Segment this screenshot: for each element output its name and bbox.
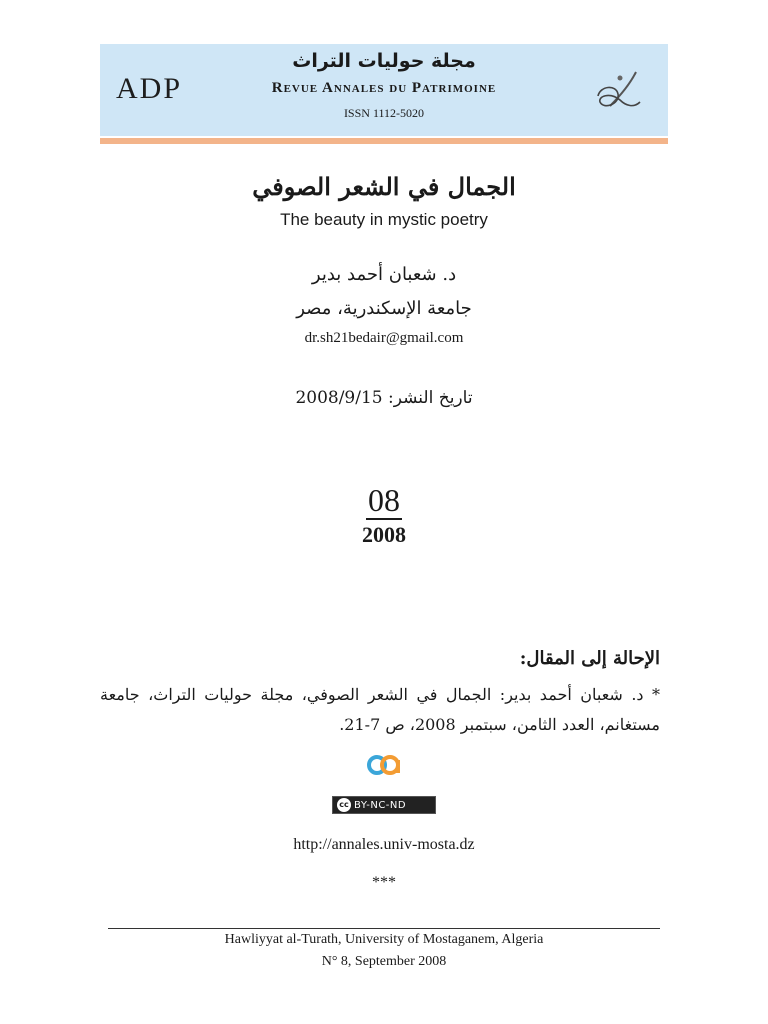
author-email[interactable]: dr.sh21bedair@gmail.com xyxy=(304,330,464,346)
cc-icon: cc xyxy=(337,798,351,812)
footer-rule xyxy=(108,928,660,929)
header-accent-bar xyxy=(100,138,668,144)
journal-website-link[interactable]: http://annales.univ-mosta.dz xyxy=(293,836,475,853)
footer-journal-line: Hawliyyat al-Turath, University of Mostaganem, Algeria xyxy=(224,932,544,947)
author-name: د. شعبان أحمد بدير xyxy=(311,264,457,285)
journal-title-arabic: مجلة حوليات التراث xyxy=(292,50,476,72)
issn: ISSN 1112-5020 xyxy=(343,106,425,120)
journal-title-french: Revue Annales du Patrimoine xyxy=(271,80,497,96)
article-title-english: The beauty in mystic poetry xyxy=(280,210,488,229)
publication-date: تاريخ النشر: 2008/9/15 xyxy=(295,388,473,408)
cc-license-badge[interactable] xyxy=(332,796,436,814)
citation-text: * د. شعبان أحمد بدير: الجمال في الشعر الصوفي، مجلة حوليات التراث، جامعة مستغانم، العدد الثامن، سبتمبر 2008، ص 7-21. xyxy=(100,685,660,734)
issue-number xyxy=(100,482,668,519)
calligraphy-logo-icon xyxy=(590,66,646,118)
citation-heading: الإحالة إلى المقال: xyxy=(519,648,660,669)
adp-logo: ADP xyxy=(116,72,183,105)
article-title-arabic: الجمال في الشعر الصوفي xyxy=(252,172,516,201)
open-access-icon xyxy=(364,752,404,776)
license-label: BY-NC-ND xyxy=(354,800,407,811)
journal-header xyxy=(100,44,668,136)
issue-number-value: 08 xyxy=(368,482,400,518)
section-separator: *** xyxy=(372,874,396,891)
footer-issue-line: N° 8, September 2008 xyxy=(321,954,447,969)
issue-year: 2008 xyxy=(362,522,406,547)
author-affiliation: جامعة الإسكندرية، مصر xyxy=(296,298,472,319)
